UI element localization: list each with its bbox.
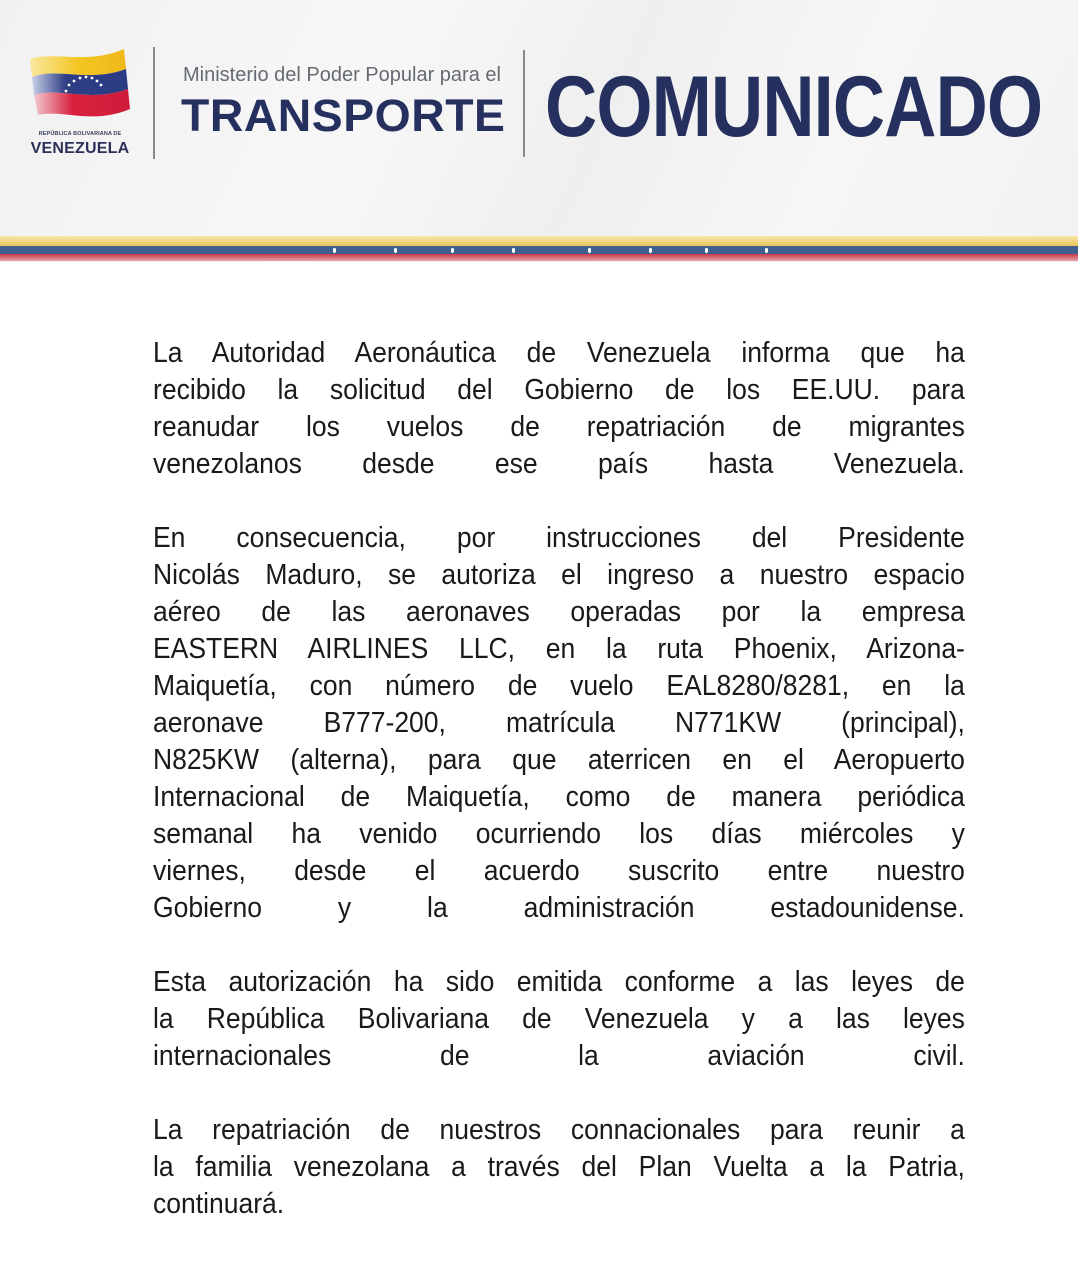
text-line: La repatriación de nuestros connacionales para reunir a [153,1114,965,1146]
text-line: N825KW (alterna), para que aterricen en el Aeropuerto [153,744,965,776]
text-line: EASTERN AIRLINES LLC, en la ruta Phoenix, Arizona- [153,633,965,665]
text-line: continuará. [153,1188,285,1220]
text-line: aéreo de las aeronaves operadas por la empresa [153,596,965,628]
text-line: viernes, desde el acuerdo suscrito entre nuestro [153,855,965,887]
venezuela-emblem [24,45,136,165]
stripe-yellow [0,236,1078,246]
emblem-country: VENEZUELA [30,140,130,157]
star-icon [394,248,397,253]
text-line: La Autoridad Aeronáutica de Venezuela informa que ha [153,337,965,369]
text-line: la familia venezolana a través del Plan Vuelta a la Patria, [153,1151,965,1183]
paragraph-closing [153,1112,965,1223]
star-icon [512,248,515,253]
text-line: Esta autorización ha sido emitida conforme a las leyes de [153,966,965,998]
emblem-subtitle: REPÚBLICA BOLIVARIANA DE [38,131,122,137]
communique-body [153,335,965,1260]
divider [523,50,525,157]
divider [153,47,155,159]
text-line: Maiquetía, con número de vuelo EAL8280/8281, en la [153,670,965,702]
paragraph-authorization [153,520,965,927]
star-icon [765,248,768,253]
venezuela-flag-icon [26,45,134,129]
text-line: Gobierno y la administración estadounidense. [153,892,965,924]
text-line: semanal ha venido ocurriendo los días miércoles y [153,818,965,850]
text-line: venezolanos desde ese país hasta Venezuela. [153,448,965,480]
text-line: recibido la solicitud del Gobierno de los EE.UU. para [153,374,965,406]
flag-stripe-bar [0,236,1078,262]
text-line: Internacional de Maiquetía, como de manera periódica [153,781,965,813]
text-line: reanudar los vuelos de repatriación de migrantes [153,411,965,443]
communique-header [0,0,1078,262]
text-line: Nicolás Maduro, se autoriza el ingreso a nuestro espacio [153,559,965,591]
star-icon [333,248,336,253]
ministry-line: Ministerio del Poder Popular para el [183,64,501,86]
text-line: En consecuencia, por instrucciones del Presidente [153,522,965,554]
page-title: COMUNICADO [545,59,1043,155]
star-icon [705,248,708,253]
paragraph-legal-basis [153,964,965,1075]
star-icon [451,248,454,253]
star-icon [649,248,652,253]
stripe-blue [0,246,1078,254]
text-line: aeronave B777-200, matrícula N771KW (principal), [153,707,965,739]
ministry-name: TRANSPORTE [181,90,506,141]
stripe-red [0,254,1078,261]
text-line: internacionales de la aviación civil. [153,1040,965,1072]
text-line: la República Bolivariana de Venezuela y a las leyes [153,1003,965,1035]
paragraph-request [153,335,965,483]
star-icon [588,248,591,253]
